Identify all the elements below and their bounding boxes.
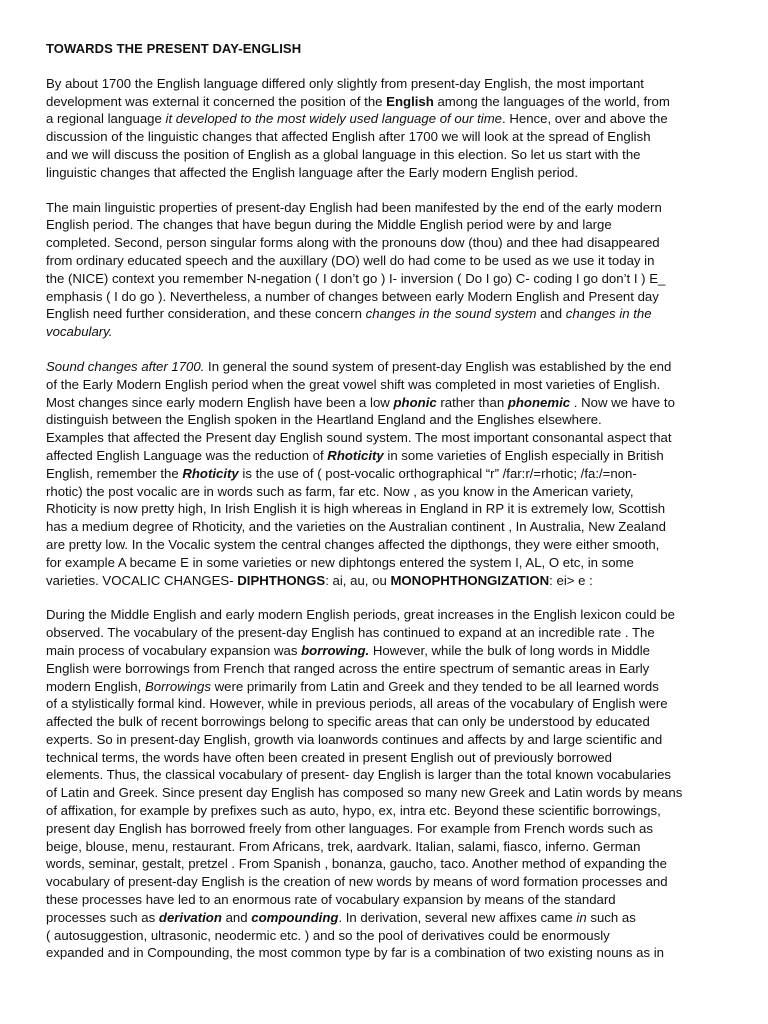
text-line: [46, 784, 726, 802]
text-run: expanded and in Compounding, the most common type by far is a combination of two existing nouns as in: [46, 945, 664, 961]
text-run: affected English Language was the reduction of: [46, 447, 328, 463]
text-run: has a medium degree of Rhoticity, and the varieties on the Australian continent , In Australia, New Zealand: [46, 519, 666, 535]
text-line: [46, 164, 726, 182]
emphasis-text: Sound changes after 1700.: [46, 358, 205, 374]
text-run: discussion of the linguistic changes that affected English after 1700 we will look at the spread of English: [46, 129, 651, 145]
text-run: In general the sound system of present-day English was established by the end: [204, 358, 672, 374]
paragraph: [46, 358, 726, 589]
text-line: [46, 199, 726, 217]
emphasis-text: borrowing.: [301, 642, 370, 658]
text-run: of the Early Modern English period when the great vowel shift was completed in most varieties of English.: [46, 376, 661, 392]
emphasis-text: phonic: [393, 394, 437, 410]
text-run: experts. So in present-day English, growth via loanwords continues and affects by and large scientific and: [46, 731, 663, 747]
text-run: present day English has borrowed freely from other languages. For example from French words such as: [46, 820, 653, 836]
text-line: [46, 234, 726, 252]
text-run: Examples that affected the Present day English sound system. The most important consonantal aspect that: [46, 430, 672, 446]
text-run: emphasis ( I do go ). Nevertheless, a number of changes between early Modern English and Present day: [46, 288, 659, 304]
text-line: [46, 110, 726, 128]
text-run: processes such as: [46, 909, 159, 925]
text-run: varieties. VOCALIC CHANGES-: [46, 572, 238, 588]
text-line: [46, 252, 726, 270]
text-line: [46, 146, 726, 164]
emphasis-text: Borrowings: [144, 678, 211, 694]
text-run: technical terms, the words have often been created in present English out of previously borrowed: [46, 749, 612, 765]
text-run: ( autosuggestion, ultrasonic, neodermic etc. ) and so the pool of derivatives could be enormously: [46, 927, 610, 943]
text-run: among the languages of the world, from: [433, 93, 670, 109]
text-run: distinguish between the English spoken in the Heartland England and the Englishes elsewhere.: [46, 412, 602, 428]
emphasis-text: changes in the: [565, 306, 652, 322]
text-line: [46, 606, 726, 624]
text-run: elements. Thus, the classical vocabulary of present- day English is larger than the total known vocabularies: [46, 767, 672, 783]
text-line: [46, 75, 726, 93]
paragraph: [46, 75, 726, 182]
text-run: linguistic changes that affected the English language after the Early modern English period.: [46, 164, 578, 180]
text-line: [46, 749, 726, 767]
emphasis-text: vocabulary.: [46, 324, 113, 340]
text-line: [46, 927, 726, 945]
text-line: [46, 323, 726, 341]
text-run: were primarily from Latin and Greek and they tended to be all learned words: [210, 678, 659, 694]
text-run: rather than: [436, 394, 508, 410]
text-line: [46, 483, 726, 501]
text-line: [46, 376, 726, 394]
text-line: [46, 838, 726, 856]
text-line: [46, 93, 726, 111]
text-run: for example A became E in some varieties or new diphtongs entered the system I, AL, O etc, in some: [46, 554, 634, 570]
text-run: Rhoticity is now pretty high, In Irish English it is high whereas in England in RP it is extremely low, Scottish: [46, 501, 666, 517]
text-line: [46, 660, 726, 678]
text-line: [46, 944, 726, 962]
text-line: [46, 802, 726, 820]
text-run: and we will discuss the position of English as a global language in this election. So let us start with the: [46, 146, 641, 162]
text-run: and: [221, 909, 252, 925]
text-run: completed. Second, person singular forms along with the pronouns dow (thou) and thee had disappeared: [46, 235, 660, 251]
text-run: in some varieties of English especially in British: [383, 447, 664, 463]
text-line: [46, 695, 726, 713]
text-line: [46, 447, 726, 465]
text-line: [46, 305, 726, 323]
text-run: rhotic) the post vocalic are in words such as farm, far etc. Now , as you know in the American variety,: [46, 483, 634, 499]
text-line: [46, 536, 726, 554]
emphasis-text: derivation: [158, 909, 222, 925]
text-run: of affixation, for example by prefixes such as auto, hypo, ex, intra etc. Beyond these scientific borrowings,: [46, 803, 661, 819]
emphasis-text: English: [386, 93, 434, 109]
text-run: from ordinary educated speech and the auxillary (DO) well do had come to be used as we use it today in: [46, 252, 655, 268]
text-run: development was external it concerned the position of the: [46, 93, 387, 109]
text-line: [46, 411, 726, 429]
text-line: [46, 358, 726, 376]
text-line: [46, 873, 726, 891]
text-run: By about 1700 the English language differed only slightly from present-day English, the most important: [46, 75, 644, 91]
paragraph: [46, 606, 726, 962]
emphasis-text: Rhoticity: [327, 447, 384, 463]
text-run: are pretty low. In the Vocalic system the central changes affected the dipthongs, they were either smooth,: [46, 536, 660, 552]
text-line: [46, 891, 726, 909]
text-line: [46, 429, 726, 447]
text-line: [46, 500, 726, 518]
text-run: : ei> e :: [549, 572, 593, 588]
text-line: [46, 678, 726, 696]
text-run: these processes have led to an enormous rate of vocabulary expansion by means of the standard: [46, 892, 616, 908]
text-run: beige, blouse, menu, restaurant. From Africans, trek, aardvark. Italian, salami, fiasco, inferno. German: [46, 838, 641, 854]
emphasis-text: Rhoticity: [182, 465, 239, 481]
text-run: main process of vocabulary expansion was: [46, 642, 302, 658]
emphasis-text: it developed to the most widely used language of our time: [165, 111, 503, 127]
text-line: [46, 820, 726, 838]
text-run: the (NICE) context you remember N-negation ( I don’t go ) I- inversion ( Do I go) C- coding I go don’t I ) E_: [46, 270, 666, 286]
text-run: words, seminar, gestalt, pretzel . From Spanish , bonanza, gaucho, taco. Another method of expanding the: [46, 856, 667, 872]
text-line: [46, 465, 726, 483]
text-run: affected the bulk of recent borrowings belong to specific areas that can only be understood by educated: [46, 714, 650, 730]
text-line: [46, 394, 726, 412]
text-line: [46, 288, 726, 306]
text-run: . Now we have to: [570, 394, 675, 410]
emphasis-text: phonemic: [507, 394, 571, 410]
emphasis-text: compounding: [251, 909, 339, 925]
text-line: [46, 624, 726, 642]
document-title: TOWARDS THE PRESENT DAY-ENGLISH: [46, 41, 302, 56]
text-line: [46, 216, 726, 234]
text-run: of Latin and Greek. Since present day English has composed so many new Greek and Latin words by means: [46, 785, 683, 801]
text-run: : ai, au, ou: [325, 572, 391, 588]
text-line: [46, 270, 726, 288]
text-line: [46, 128, 726, 146]
text-run: However, while the bulk of long words in Middle: [369, 642, 650, 658]
text-line: [46, 554, 726, 572]
text-line: [46, 713, 726, 731]
text-run: modern English,: [46, 678, 145, 694]
text-run: English period. The changes that have begun during the Middle English period were by and large: [46, 217, 612, 233]
document-page: [46, 40, 726, 979]
text-run: vocabulary of present-day English is the creation of new words by means of word formation processes and: [46, 874, 668, 890]
text-line: [46, 572, 726, 590]
text-line: [46, 642, 726, 660]
text-line: [46, 731, 726, 749]
text-run: English were borrowings from French that ranged across the entire spectrum of semantic areas in Early: [46, 660, 650, 676]
paragraph: [46, 199, 726, 341]
emphasis-text: changes in the sound system: [365, 306, 537, 322]
emphasis-text: in: [576, 909, 587, 925]
text-line: [46, 518, 726, 536]
text-run: During the Middle English and early modern English periods, great increases in the English lexicon could be: [46, 607, 675, 623]
text-run: English need further consideration, and these concern: [46, 306, 366, 322]
document-body: [46, 75, 726, 962]
text-run: is the use of ( post-vocalic orthographical “r” /far:r/=rhotic; /fa:/=non-: [238, 465, 637, 481]
text-line: [46, 909, 726, 927]
text-line: [46, 855, 726, 873]
emphasis-text: DIPHTHONGS: [237, 572, 326, 588]
emphasis-text: MONOPHTHONGIZATION: [390, 572, 550, 588]
text-run: Most changes since early modern English have been a low: [46, 394, 394, 410]
text-line: [46, 766, 726, 784]
text-run: and: [536, 306, 566, 322]
text-run: . Hence, over and above the: [502, 111, 668, 127]
text-run: observed. The vocabulary of the present-day English has continued to expand at an incredible rate . The: [46, 625, 655, 641]
text-run: such as: [586, 909, 636, 925]
text-run: a regional language: [46, 111, 166, 127]
text-run: The main linguistic properties of present-day English had been manifested by the end of the early modern: [46, 199, 662, 215]
text-run: English, remember the: [46, 465, 183, 481]
text-run: of a stylistically formal kind. However, while in previous periods, all areas of the vocabulary of English were: [46, 696, 668, 712]
text-run: . In derivation, several new affixes came: [338, 909, 577, 925]
